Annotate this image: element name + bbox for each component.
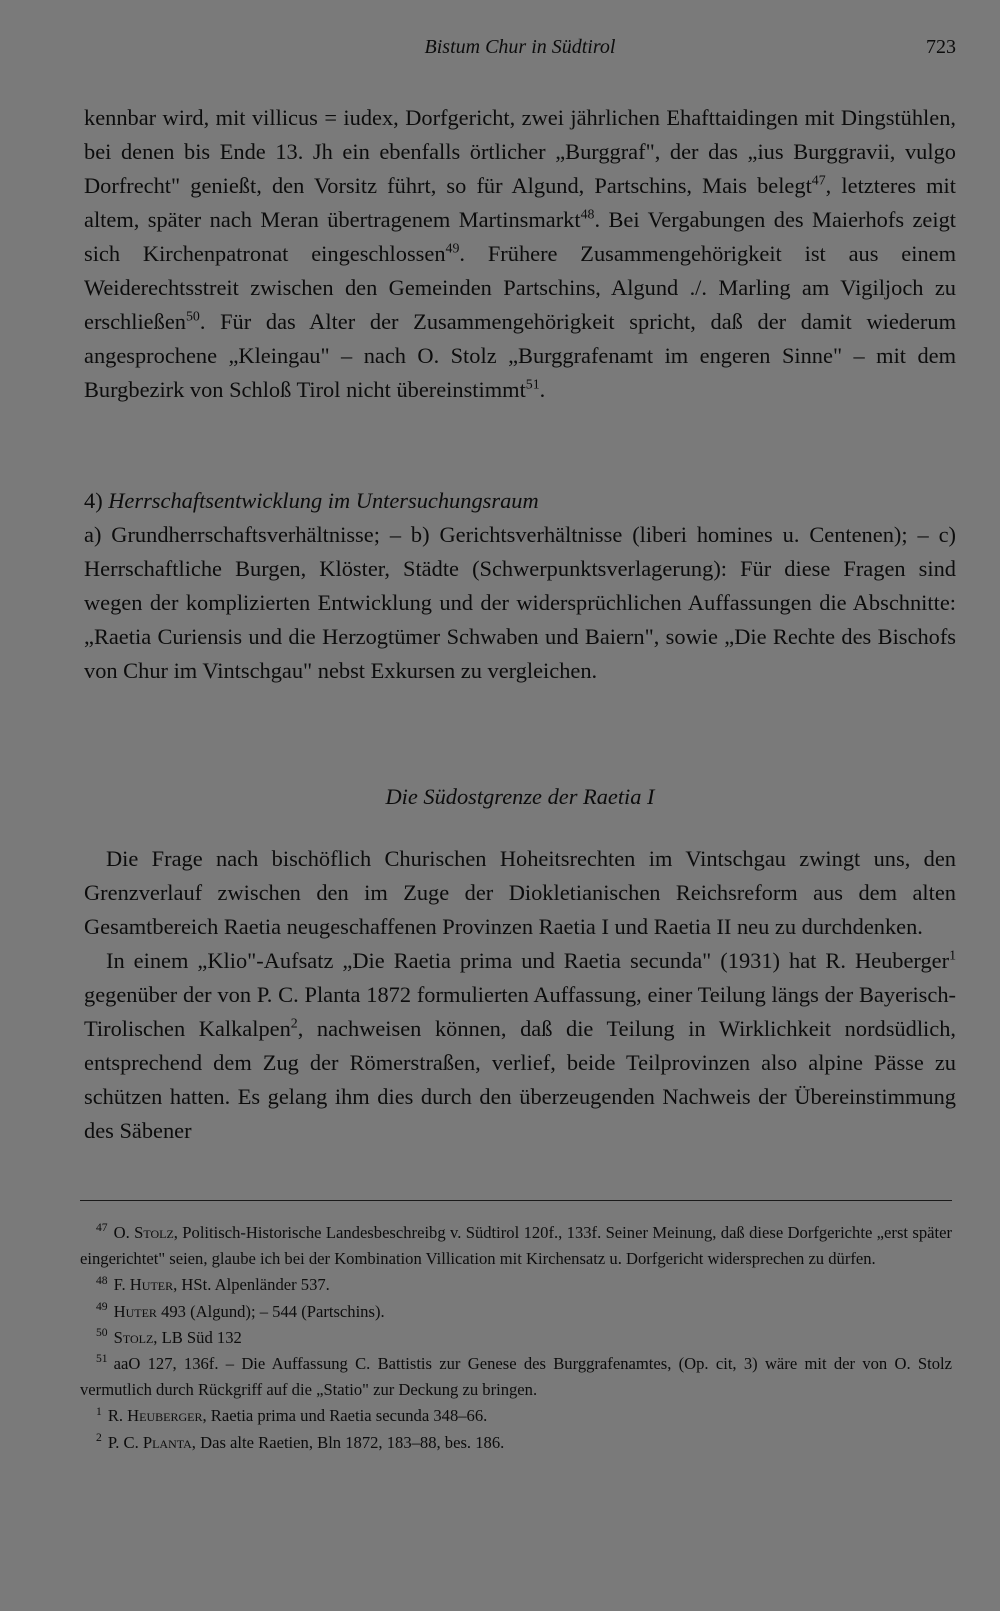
- footnote-ref-48: 48: [580, 207, 595, 223]
- heading-title: Herrschaftsentwicklung im Untersuchungsraum: [108, 488, 539, 513]
- footnote-text: , LB Süd 132: [153, 1327, 242, 1347]
- text-run: gegenüber der von P. C. Planta 1872 formulierten Auffassung, einer Teilung längs der Bayerisch-Tirolischen Kalkalpen: [84, 982, 956, 1041]
- footnote-author: Stolz: [113, 1327, 154, 1347]
- text-run: . Bei Vergabungen des Maierhofs zeigt sich Kirchenpatronat eingeschlossen: [84, 207, 956, 266]
- running-header: [84, 36, 956, 66]
- footnote-author: P. C. Planta: [107, 1432, 192, 1452]
- footnote-ref-2: 2: [290, 1016, 298, 1032]
- footnote-number: 1: [96, 1404, 102, 1418]
- heading-number: 4): [84, 488, 103, 513]
- paragraph-3: [84, 944, 956, 1148]
- paragraph-herrschaft: [84, 101, 956, 407]
- footnote-text: , HSt. Alpenländer 537.: [173, 1275, 330, 1295]
- footnote-1: [80, 1403, 952, 1429]
- footnote-text: , Das alte Raetien, Bln 1872, 183–88, bes. 186.: [191, 1432, 505, 1452]
- footnote-48: [80, 1272, 952, 1298]
- footnote-50: [80, 1325, 952, 1351]
- footnote-ref-47: 47: [811, 173, 826, 189]
- footnote-author: F. Huter: [113, 1275, 174, 1295]
- text-run: . Für das Alter der Zusammengehörigkeit spricht, daß der damit wiederum angesprochene „Kleingau" – nach O. Stolz „Burggrafenamt im engeren Sinne" – mit dem Burgbezirk von Schloß Tirol nicht übereinstimmt: [84, 309, 956, 402]
- section-4: [84, 484, 956, 688]
- section-title: Die Südostgrenze der Raetia I: [385, 784, 655, 809]
- footnote-number: 50: [96, 1326, 108, 1340]
- section-4-heading: [84, 484, 956, 518]
- paragraph-2: Die Frage nach bischöflich Churischen Hoheitsrechten im Vintschgau zwingt uns, den Grenzverlauf zwischen den im Zuge der Diokletianischen Reichsreform aus dem alten Gesamtbereich Raetia neugeschaffenen Provinzen Raetia I und Raetia II neu zu durchdenken.: [84, 846, 956, 939]
- footnote-ref-50: 50: [185, 309, 200, 325]
- footnote-number: 2: [96, 1431, 102, 1445]
- footnote-text: 493 (Algund); – 544 (Partschins).: [156, 1301, 385, 1321]
- footnote-47: [80, 1220, 952, 1272]
- footnote-text: , Politisch-Historische Landesbeschreibg v. Südtirol 120f., 133f. Seiner Meinung, daß diese Dorfgerichte „erst später eingerichtet" seien, glaube ich bei der Kombination Villication mit Kirchensatz u. Dorfgericht widersprechen zu dürfen.: [80, 1223, 952, 1269]
- footnote-author: R. Heuberger: [107, 1406, 203, 1426]
- footnote-number: 48: [96, 1273, 108, 1287]
- footnote-49: [80, 1299, 952, 1325]
- footnote-ref-49: 49: [445, 241, 460, 257]
- footnote-51: [80, 1351, 952, 1403]
- footnote-author: Huter: [113, 1301, 157, 1321]
- text-run: , nachweisen können, daß die Teilung in Wirklichkeit nordsüdlich, entsprechend dem Zug der Römerstraßen, verlief, beide Teilprovinzen also alpine Pässe zu schützen hatten. Es gelang ihm dies durch den überzeugenden Nachweis der Übereinstimmung des Säbener: [84, 1016, 957, 1143]
- text-run: In einem „Klio"-Aufsatz „Die Raetia prima und Raetia secunda" (1931) hat R. Heuberger: [106, 948, 950, 973]
- main-text: [84, 842, 956, 1148]
- footnote-ref-51: 51: [525, 377, 540, 393]
- section-4-body: a) Grundherrschaftsverhältnisse; – b) Gerichtsverhältnisse (liberi homines u. Centenen); – c) Herrschaftliche Burgen, Klöster, Städte (Schwerpunktsverlagerung): Für diese Fragen sind wegen der komplizierten Entwicklung und der widersprüchlichen Auffassungen die Abschnitte: „Raetia Curiensis und die Herzogtümer Schwaben und Baiern", sowie „Die Rechte des Bischofs von Chur im Vintschgau" nebst Exkursen zu vergleichen.: [84, 522, 956, 683]
- footnote-text: , Raetia prima und Raetia secunda 348–66.: [202, 1406, 488, 1426]
- footnotes: [80, 1220, 952, 1456]
- text-run: kennbar wird, mit villicus = iudex, Dorfgericht, zwei jährlichen Ehafttaidingen mit Dingstühlen, bei denen bis Ende 13. Jh ein ebenfalls örtlicher „Burggraf", der das „ius Burggravii, vulgo Dorfrecht" genießt, den Vorsitz führt, so für Algund, Partschins, Mais belegt: [84, 105, 956, 198]
- footnote-number: 47: [96, 1221, 108, 1235]
- paragraph-1: [84, 101, 956, 407]
- running-title: Bistum Chur in Südtirol: [424, 36, 616, 58]
- footnote-ref-1: 1: [949, 948, 956, 964]
- footnote-author: O. Stolz: [113, 1223, 174, 1242]
- footnote-divider: [80, 1200, 952, 1201]
- footnote-number: 51: [96, 1352, 108, 1366]
- footnote-number: 49: [96, 1300, 108, 1314]
- page-number: 723: [926, 36, 956, 58]
- text-run: .: [539, 377, 546, 402]
- footnote-2: [80, 1430, 952, 1456]
- text-run: . Frühere Zusammengehörigkeit ist aus einem Weiderechtsstreit zwischen den Gemeinden Partschins, Algund ./. Marling am Vigiljoch zu erschließen: [84, 241, 956, 334]
- text-run: , letzteres mit altem, später nach Meran übertragenem Martinsmarkt: [84, 173, 956, 232]
- footnote-text: aaO 127, 136f. – Die Auffassung C. Battistis zur Genese des Burggrafenamtes, (Op. cit, 3) wäre mit der von O. Stolz vermutlich durch Rückgriff auf die „Statio" zur Deckung zu bringen.: [80, 1354, 952, 1400]
